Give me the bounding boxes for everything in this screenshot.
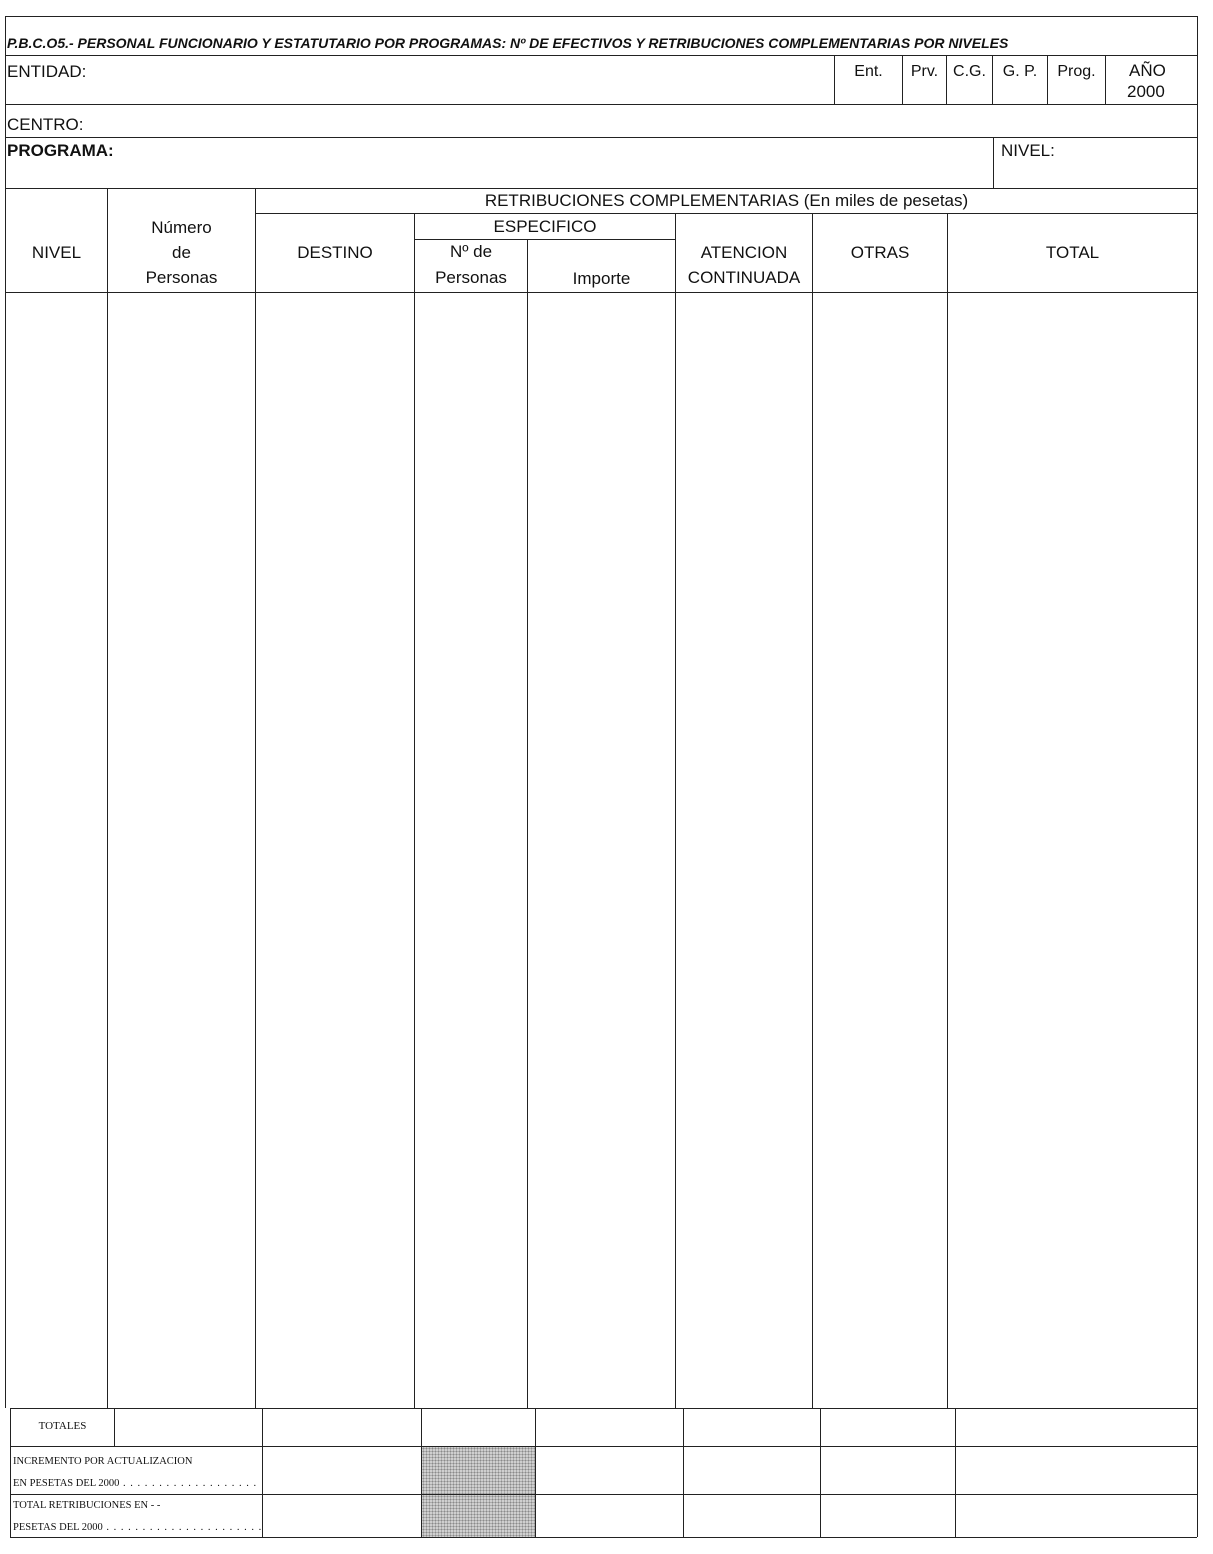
total-retribuciones-line2: PESETAS DEL 2000 . . . . . . . . . . . . . . . . . . . . . . bbox=[13, 1522, 263, 1533]
shaded-cell-incremento bbox=[422, 1447, 535, 1494]
incremento-line1: INCREMENTO POR ACTUALIZACION bbox=[13, 1456, 193, 1467]
nivel-label: NIVEL: bbox=[1001, 141, 1055, 160]
divider-retribuciones bbox=[255, 213, 1197, 214]
frame-bottom bbox=[10, 1537, 1197, 1538]
col-line-3 bbox=[414, 213, 415, 1408]
col-header-total: TOTAL bbox=[1045, 243, 1100, 262]
col-line-2b bbox=[262, 1408, 263, 1537]
frame-left-upper bbox=[5, 16, 6, 1408]
total-retribuciones-line1: TOTAL RETRIBUCIONES EN - - bbox=[13, 1500, 161, 1511]
divider-header-bottom bbox=[5, 292, 1197, 293]
code-prog-label: Prog. bbox=[1057, 63, 1096, 80]
code-prv-label: Prv. bbox=[910, 63, 939, 80]
centro-label: CENTRO: bbox=[7, 115, 84, 134]
code-sep-6 bbox=[1105, 55, 1106, 104]
col-header-numero-line1: Número bbox=[151, 218, 212, 237]
entidad-label: ENTIDAD: bbox=[7, 62, 87, 81]
incremento-line2-text: EN PESETAS DEL 2000 bbox=[13, 1478, 120, 1489]
col-header-n-personas-line2: Personas bbox=[435, 268, 507, 287]
col-line-6 bbox=[812, 213, 813, 1408]
col-header-importe: Importe bbox=[572, 269, 631, 288]
col-header-numero-line2: de bbox=[172, 243, 191, 262]
col-line-7b bbox=[955, 1408, 956, 1537]
col-header-n-personas-line1: Nº de bbox=[449, 242, 493, 261]
shaded-cell-total bbox=[422, 1495, 535, 1537]
nivel-box-sep bbox=[993, 137, 994, 188]
col-line-7 bbox=[947, 213, 948, 1408]
col-line-4b bbox=[535, 1408, 536, 1537]
form-title: P.B.C.O5.- PERSONAL FUNCIONARIO Y ESTATUTARIO POR PROGRAMAS: Nº DE EFECTIVOS Y RETRIBUCIONES COMPLEMENTARIAS POR NIVELES bbox=[7, 35, 1009, 51]
totales-label: TOTALES bbox=[38, 1420, 87, 1432]
code-gp-label: G. P. bbox=[1002, 63, 1038, 80]
col-line-1b bbox=[114, 1408, 115, 1446]
especifico-header: ESPECIFICO bbox=[493, 217, 597, 236]
col-line-4 bbox=[527, 239, 528, 1408]
divider-below-programa bbox=[5, 188, 1197, 189]
programa-label: PROGRAMA: bbox=[7, 141, 114, 160]
col-line-5 bbox=[675, 213, 676, 1408]
divider-below-entidad bbox=[5, 104, 1197, 105]
code-ent-label: Ent. bbox=[854, 63, 883, 80]
col-line-1 bbox=[107, 188, 108, 1408]
anio-label: AÑO bbox=[1129, 61, 1166, 80]
col-header-otras: OTRAS bbox=[850, 243, 910, 262]
col-line-5b bbox=[683, 1408, 684, 1537]
col-header-atencion-line2: CONTINUADA bbox=[687, 268, 801, 287]
col-line-2 bbox=[255, 188, 256, 1408]
incremento-line2: EN PESETAS DEL 2000 . . . . . . . . . . . . . . . . . . . bbox=[13, 1478, 258, 1489]
col-header-nivel: NIVEL bbox=[31, 243, 82, 262]
retribuciones-header: RETRIBUCIONES COMPLEMENTARIAS (En miles de pesetas) bbox=[484, 191, 969, 210]
divider-totales-top bbox=[10, 1408, 1197, 1409]
col-header-numero-line3: Personas bbox=[145, 268, 218, 287]
col-header-destino: DESTINO bbox=[297, 243, 373, 262]
col-line-6b bbox=[820, 1408, 821, 1537]
code-cg-label: C.G. bbox=[953, 63, 986, 80]
frame-top bbox=[5, 16, 1197, 17]
divider-below-title bbox=[5, 55, 1197, 56]
anio-value: 2000 bbox=[1127, 82, 1165, 101]
total-retribuciones-line2-text: PESETAS DEL 2000 bbox=[13, 1522, 103, 1533]
divider-totales-bottom bbox=[10, 1446, 1197, 1447]
col-header-atencion-line1: ATENCION bbox=[700, 243, 788, 262]
divider-especifico bbox=[414, 239, 675, 240]
frame-right bbox=[1197, 16, 1198, 1537]
divider-incremento-bottom bbox=[10, 1494, 1197, 1495]
divider-below-centro bbox=[5, 137, 1197, 138]
